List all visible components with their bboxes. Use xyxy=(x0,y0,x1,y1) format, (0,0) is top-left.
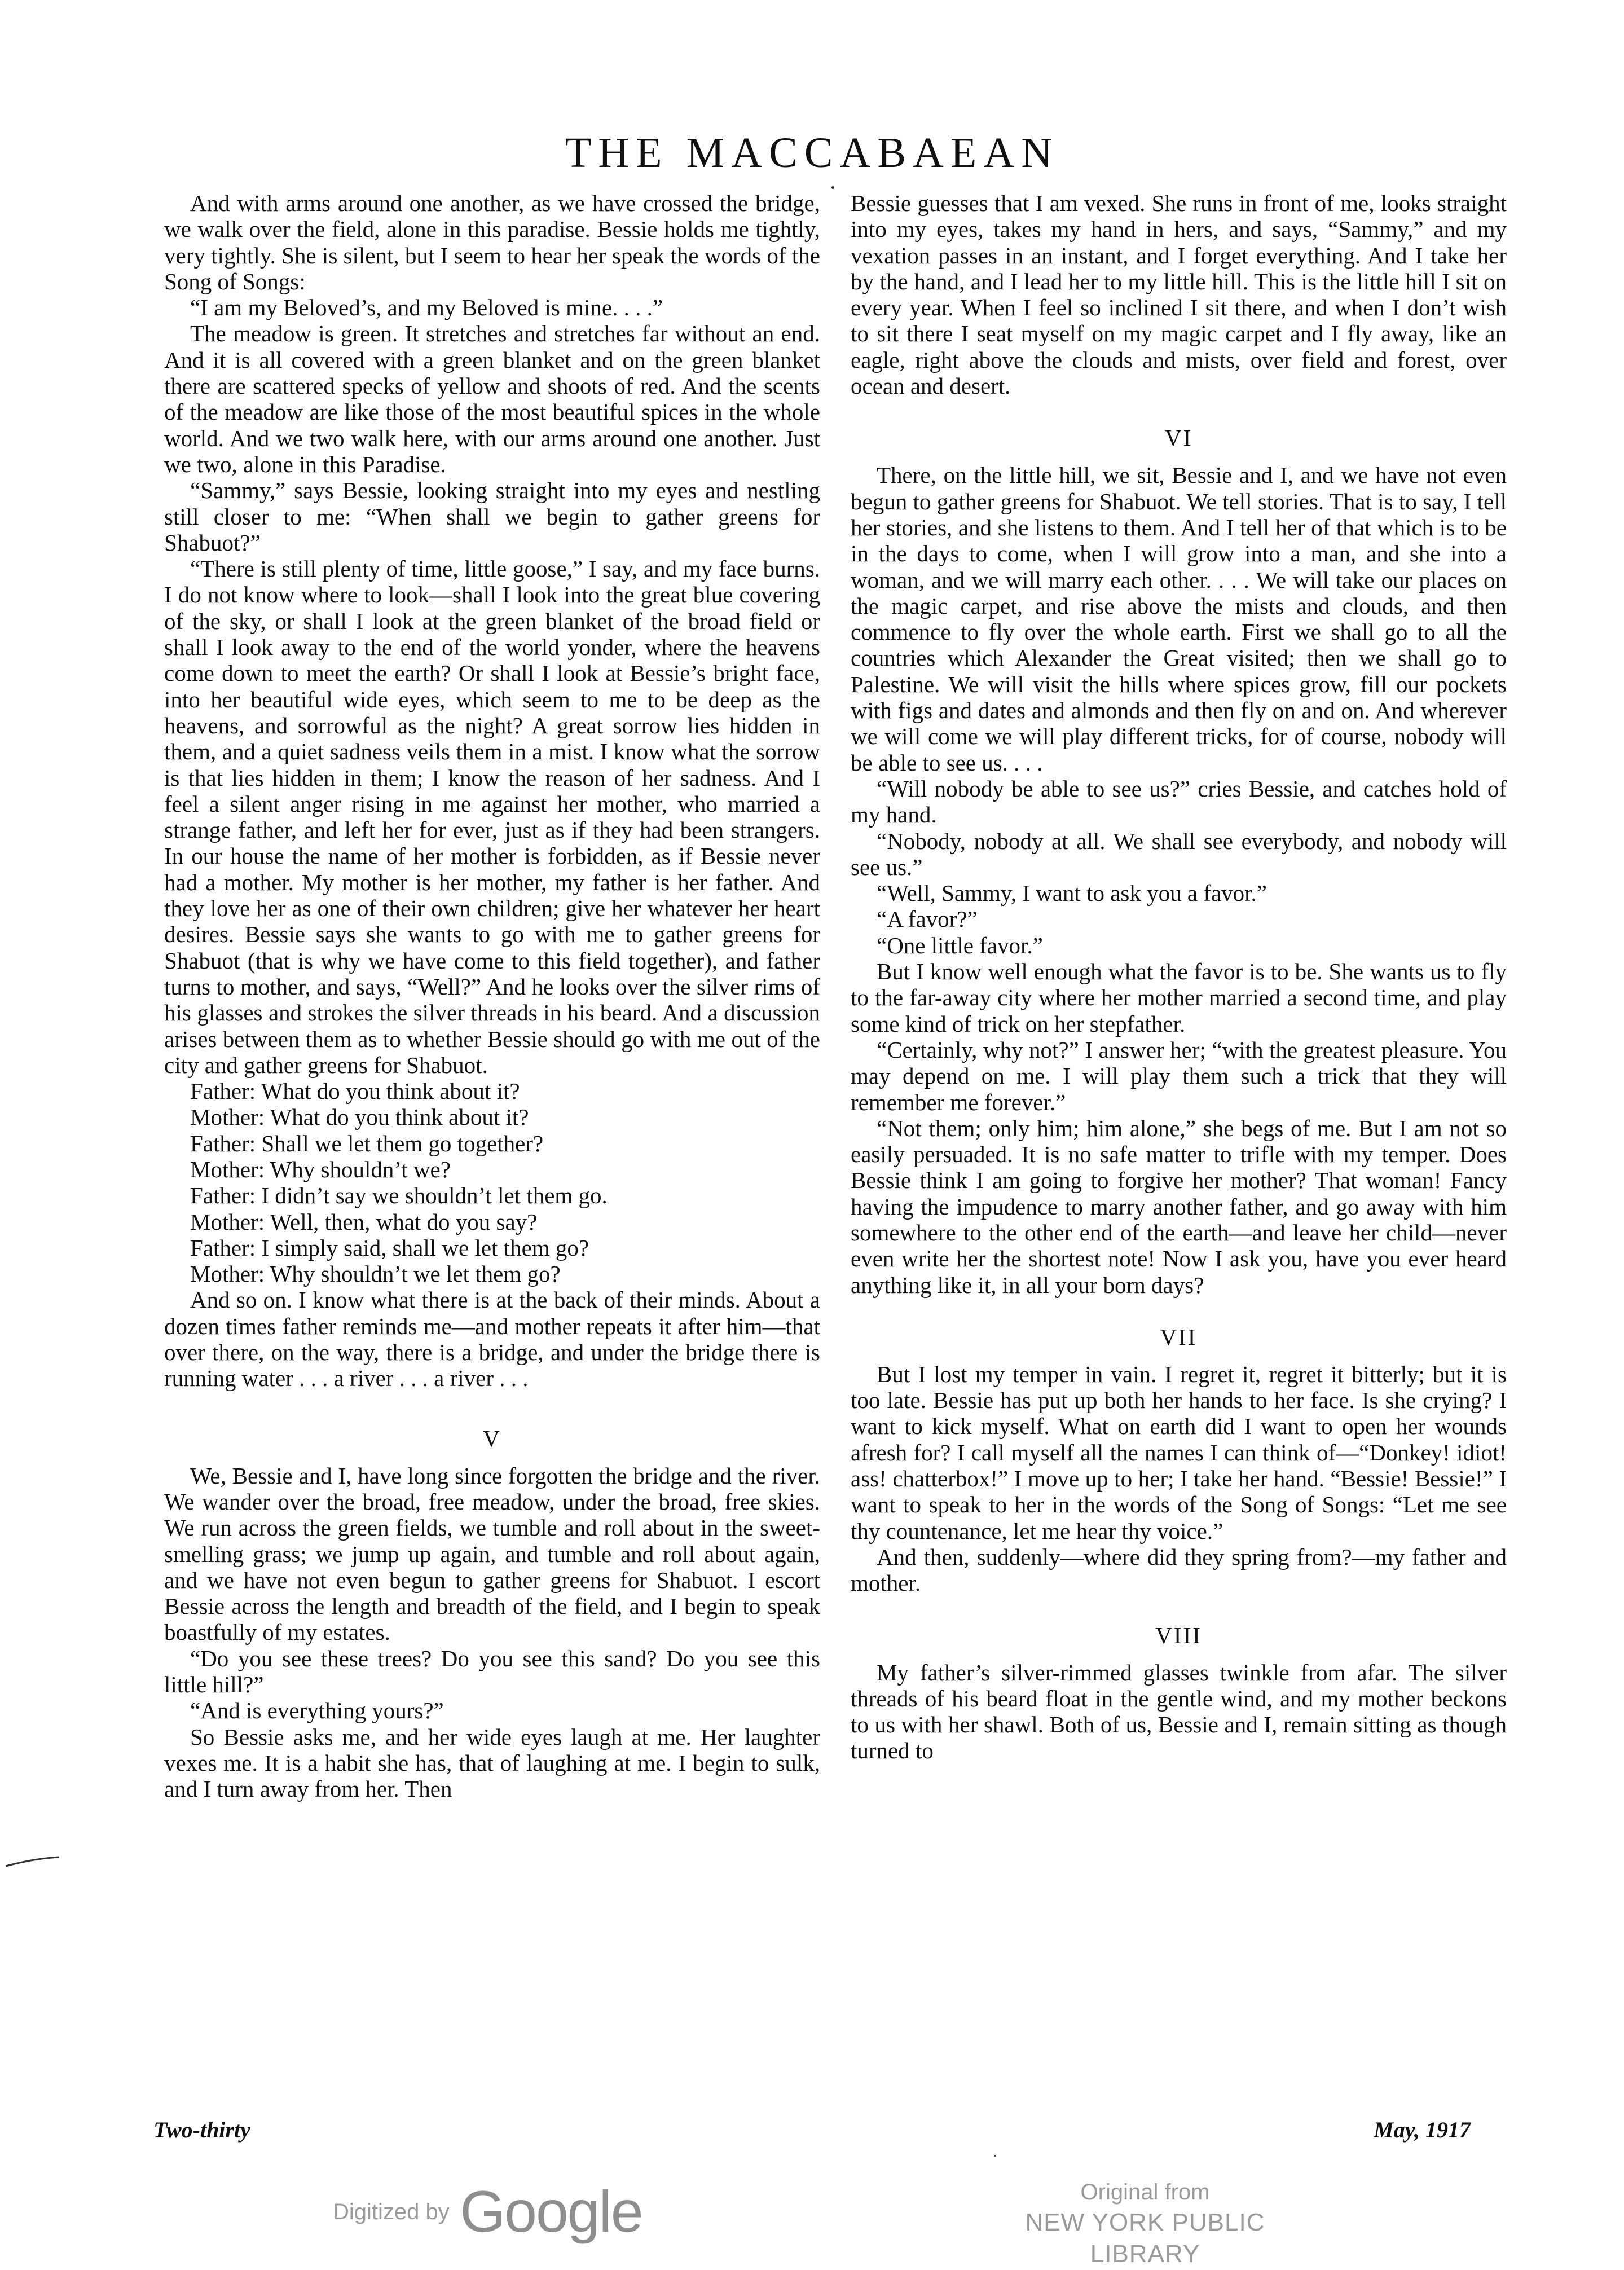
paragraph: “Nobody, nobody at all. We shall see everybody, and nobody will see us.” xyxy=(851,828,1507,880)
scan-dot xyxy=(994,2155,996,2157)
scan-dot xyxy=(831,186,834,189)
paragraph: “A favor?” xyxy=(877,906,978,932)
dialogue-line: Father: Shall we let them go together? xyxy=(190,1130,544,1156)
dialogue-line: Mother: Well, then, what do you say? xyxy=(190,1208,538,1235)
paragraph: But I lost my temper in vain. I regret it, regret it bitterly; but it is too late. Bessie has put up both her hands to her face. Is she crying? I want to kick myself. What on earth did I want to open her wounds afresh for? I call myself all the names I can think of—“Donkey! idiot! ass! chatterbox!” I move up to her; I take her hand. “Bessie! Bessie!” I want to speak to her in the words of the Song of Songs: “Let me see thy countenance, let me hear thy voice.” xyxy=(851,1361,1507,1544)
dialogue-line: Father: I simply said, shall we let them go? xyxy=(190,1234,589,1261)
issue-date: May, 1917 xyxy=(1374,2117,1471,2143)
original-from-text: Original from xyxy=(1080,2180,1210,2205)
section-heading-vi: VI xyxy=(1164,425,1193,451)
paragraph: There, on the little hill, we sit, Bessie and I, and we have not even begun to gather greens for Shabuot. We tell stories. That is to say, I tell her stories, and she listens to them. And I tell her of that which is to be in the days to come, when I will grow into a man, and she into a woman, and we will marry each other. . . . We will take our places on the magic carpet, and rise above the mists and clouds, and then commence to fly over the whole earth. First we shall go to all the countries which Alexander the Great visited; then we shall go to Palestine. We will visit the hills where spices grow, fill our pockets with figs and dates and almonds and then fly on and on. And wherever we will come we will play different tricks, for of course, nobody will be able to see us. . . . xyxy=(851,462,1507,776)
paragraph: “Well, Sammy, I want to ask you a favor.” xyxy=(877,880,1267,907)
paragraph: So Bessie asks me, and her wide eyes laugh at me. Her laughter vexes me. It is a habit she has, that of laughing at me. I begin to sulk, and I turn away from her. Then xyxy=(164,1723,820,1802)
dialogue-line: Father: What do you think about it? xyxy=(190,1078,520,1105)
quotation: “I am my Beloved’s, and my Beloved is mine. . . .” xyxy=(190,294,663,321)
paragraph: The meadow is green. It stretches and stretches far without an end. And it is all covered with a green blanket and on the green blanket there are scattered specks of yellow and shoots of red. And the scents of the meadow are like those of the most beautiful spices in the whole world. And we two walk here, with our arms around one another. Just we two, alone in this Paradise. xyxy=(164,320,820,477)
paragraph: “One little favor.” xyxy=(877,932,1043,958)
dialogue-line: Father: I didn’t say we shouldn’t let them go. xyxy=(190,1182,608,1209)
paragraph: “And is everything yours?” xyxy=(190,1697,444,1724)
origin-watermark xyxy=(976,2177,1314,2270)
dialogue-line: Mother: What do you think about it? xyxy=(190,1104,529,1130)
right-column xyxy=(851,190,1507,1764)
page-title: THE MACCABAEAN xyxy=(565,129,1059,177)
paragraph: And with arms around one another, as we have crossed the bridge, we walk over the field, alone in this paradise. Bessie holds me tightly, very tightly. She is silent, but I seem to hear her speak the words of the Song of Songs: xyxy=(164,190,820,294)
paragraph: And then, suddenly—where did they spring from?—my father and mother. xyxy=(851,1543,1507,1596)
page-label: Two-thirty xyxy=(153,2117,250,2143)
library-name: NEW YORK PUBLIC LIBRARY xyxy=(1025,2209,1265,2268)
digitized-by-watermark xyxy=(333,2179,642,2246)
paragraph: My father’s silver-rimmed glasses twinkle from afar. The silver threads of his beard float in the gentle wind, and my mother beckons to us with her shawl. Both of us, Bessie and I, remain sitting as though turned to xyxy=(851,1659,1507,1764)
section-heading-v: V xyxy=(483,1425,501,1451)
section-heading-vii: VII xyxy=(1160,1323,1198,1350)
left-column xyxy=(164,190,820,1802)
paragraph: “Will nobody be able to see us?” cries Bessie, and catches hold of my hand. xyxy=(851,775,1507,828)
dialogue-line: Mother: Why shouldn’t we let them go? xyxy=(190,1261,561,1287)
paragraph: “Certainly, why not?” I answer her; “with the greatest pleasure. You may depend on me. I will play them such a trick that they will remember me forever.” xyxy=(851,1036,1507,1115)
digitized-by-text: Digitized by xyxy=(333,2199,450,2224)
paragraph: Bessie guesses that I am vexed. She runs in front of me, looks straight into my eyes, takes my hand in hers, and says, “Sammy,” and my vexation passes in an instant, and I forget everything. And I take her by the hand, and I lead her to my little hill. This is the little hill I sit on every year. When I feel so inclined I sit there, and when I don’t wish to sit there I seat myself on my magic carpet and I fly away, like an eagle, right above the clouds and mists, over field and forest, over ocean and desert. xyxy=(851,190,1507,399)
paragraph: “Sammy,” says Bessie, looking straight into my eyes and nestling still closer to me: “When shall we begin to gather greens for Shabuot?” xyxy=(164,477,820,556)
paragraph: “Do you see these trees? Do you see this sand? Do you see this little hill?” xyxy=(164,1645,820,1698)
section-heading-viii: VIII xyxy=(1155,1622,1202,1648)
paragraph: “Not them; only him; him alone,” she begs of me. But I am not so easily persuaded. It is no safe matter to trifle with my temper. Does Bessie think I am going to forgive her mother? That woman! Fancy having the impudence to marry another father, and go away with him somewhere to the other end of the earth—and leave her child—never even write her the shortest note! Now I ask you, have you ever heard anything like it, in all your born days? xyxy=(851,1115,1507,1298)
paragraph: And so on. I know what there is at the back of their minds. About a dozen times father reminds me—and mother repeats it after him—that over there, on the way, there is a bridge, and under the bridge there is running water . . . a river . . . a river . . . xyxy=(164,1287,820,1392)
scan-mark xyxy=(0,1845,68,1873)
paragraph: We, Bessie and I, have long since forgotten the bridge and the river. We wander over the broad, free meadow, under the broad, free skies. We run across the green fields, we tumble and roll about in the sweet-smelling grass; we jump up again, and tumble and roll about again, and we have not even begun to gather greens for Shabuot. I escort Bessie across the length and breadth of the field, and I begin to speak boastfully of my estates. xyxy=(164,1462,820,1646)
dialogue-line: Mother: Why shouldn’t we? xyxy=(190,1156,451,1182)
google-logo-text: Google xyxy=(460,2179,642,2245)
paragraph: But I know well enough what the favor is to be. She wants us to fly to the far-away city where her mother married a second time, and play some kind of trick on her stepfather. xyxy=(851,958,1507,1037)
paragraph: “There is still plenty of time, little goose,” I say, and my face burns. I do not know where to look—shall I look into the great blue covering of the sky, or shall I look at the green blanket of the broad field or shall I look away to the end of the world yonder, where the heavens come down to meet the earth? Or shall I look at Bessie’s bright face, into her beautiful wide eyes, which seem to me to be deep as the heavens, and sorrowful as the night? A great sorrow lies hidden in them, and a quiet sadness veils them in a mist. I know what the sorrow is that lies hidden in them; I know the reason of her sadness. And I feel a silent anger rising in me against her mother, who married a strange father, and left her for ever, just as if they had been strangers. In our house the name of her mother is forbidden, as if Bessie never had a mother. My mother is her mother, my father is her father. And they love her as one of their own children; give her whatever her heart desires. Bessie says she wants to go with me to gather greens for Shabuot (that is why we have come to this field together), and father turns to mother, and says, “Well?” And he looks over the silver rims of his glasses and strokes the silver threads in his beard. And a discussion arises between them as to whether Bessie should go with me out of the city and gather greens for Shabuot. xyxy=(164,556,820,1078)
